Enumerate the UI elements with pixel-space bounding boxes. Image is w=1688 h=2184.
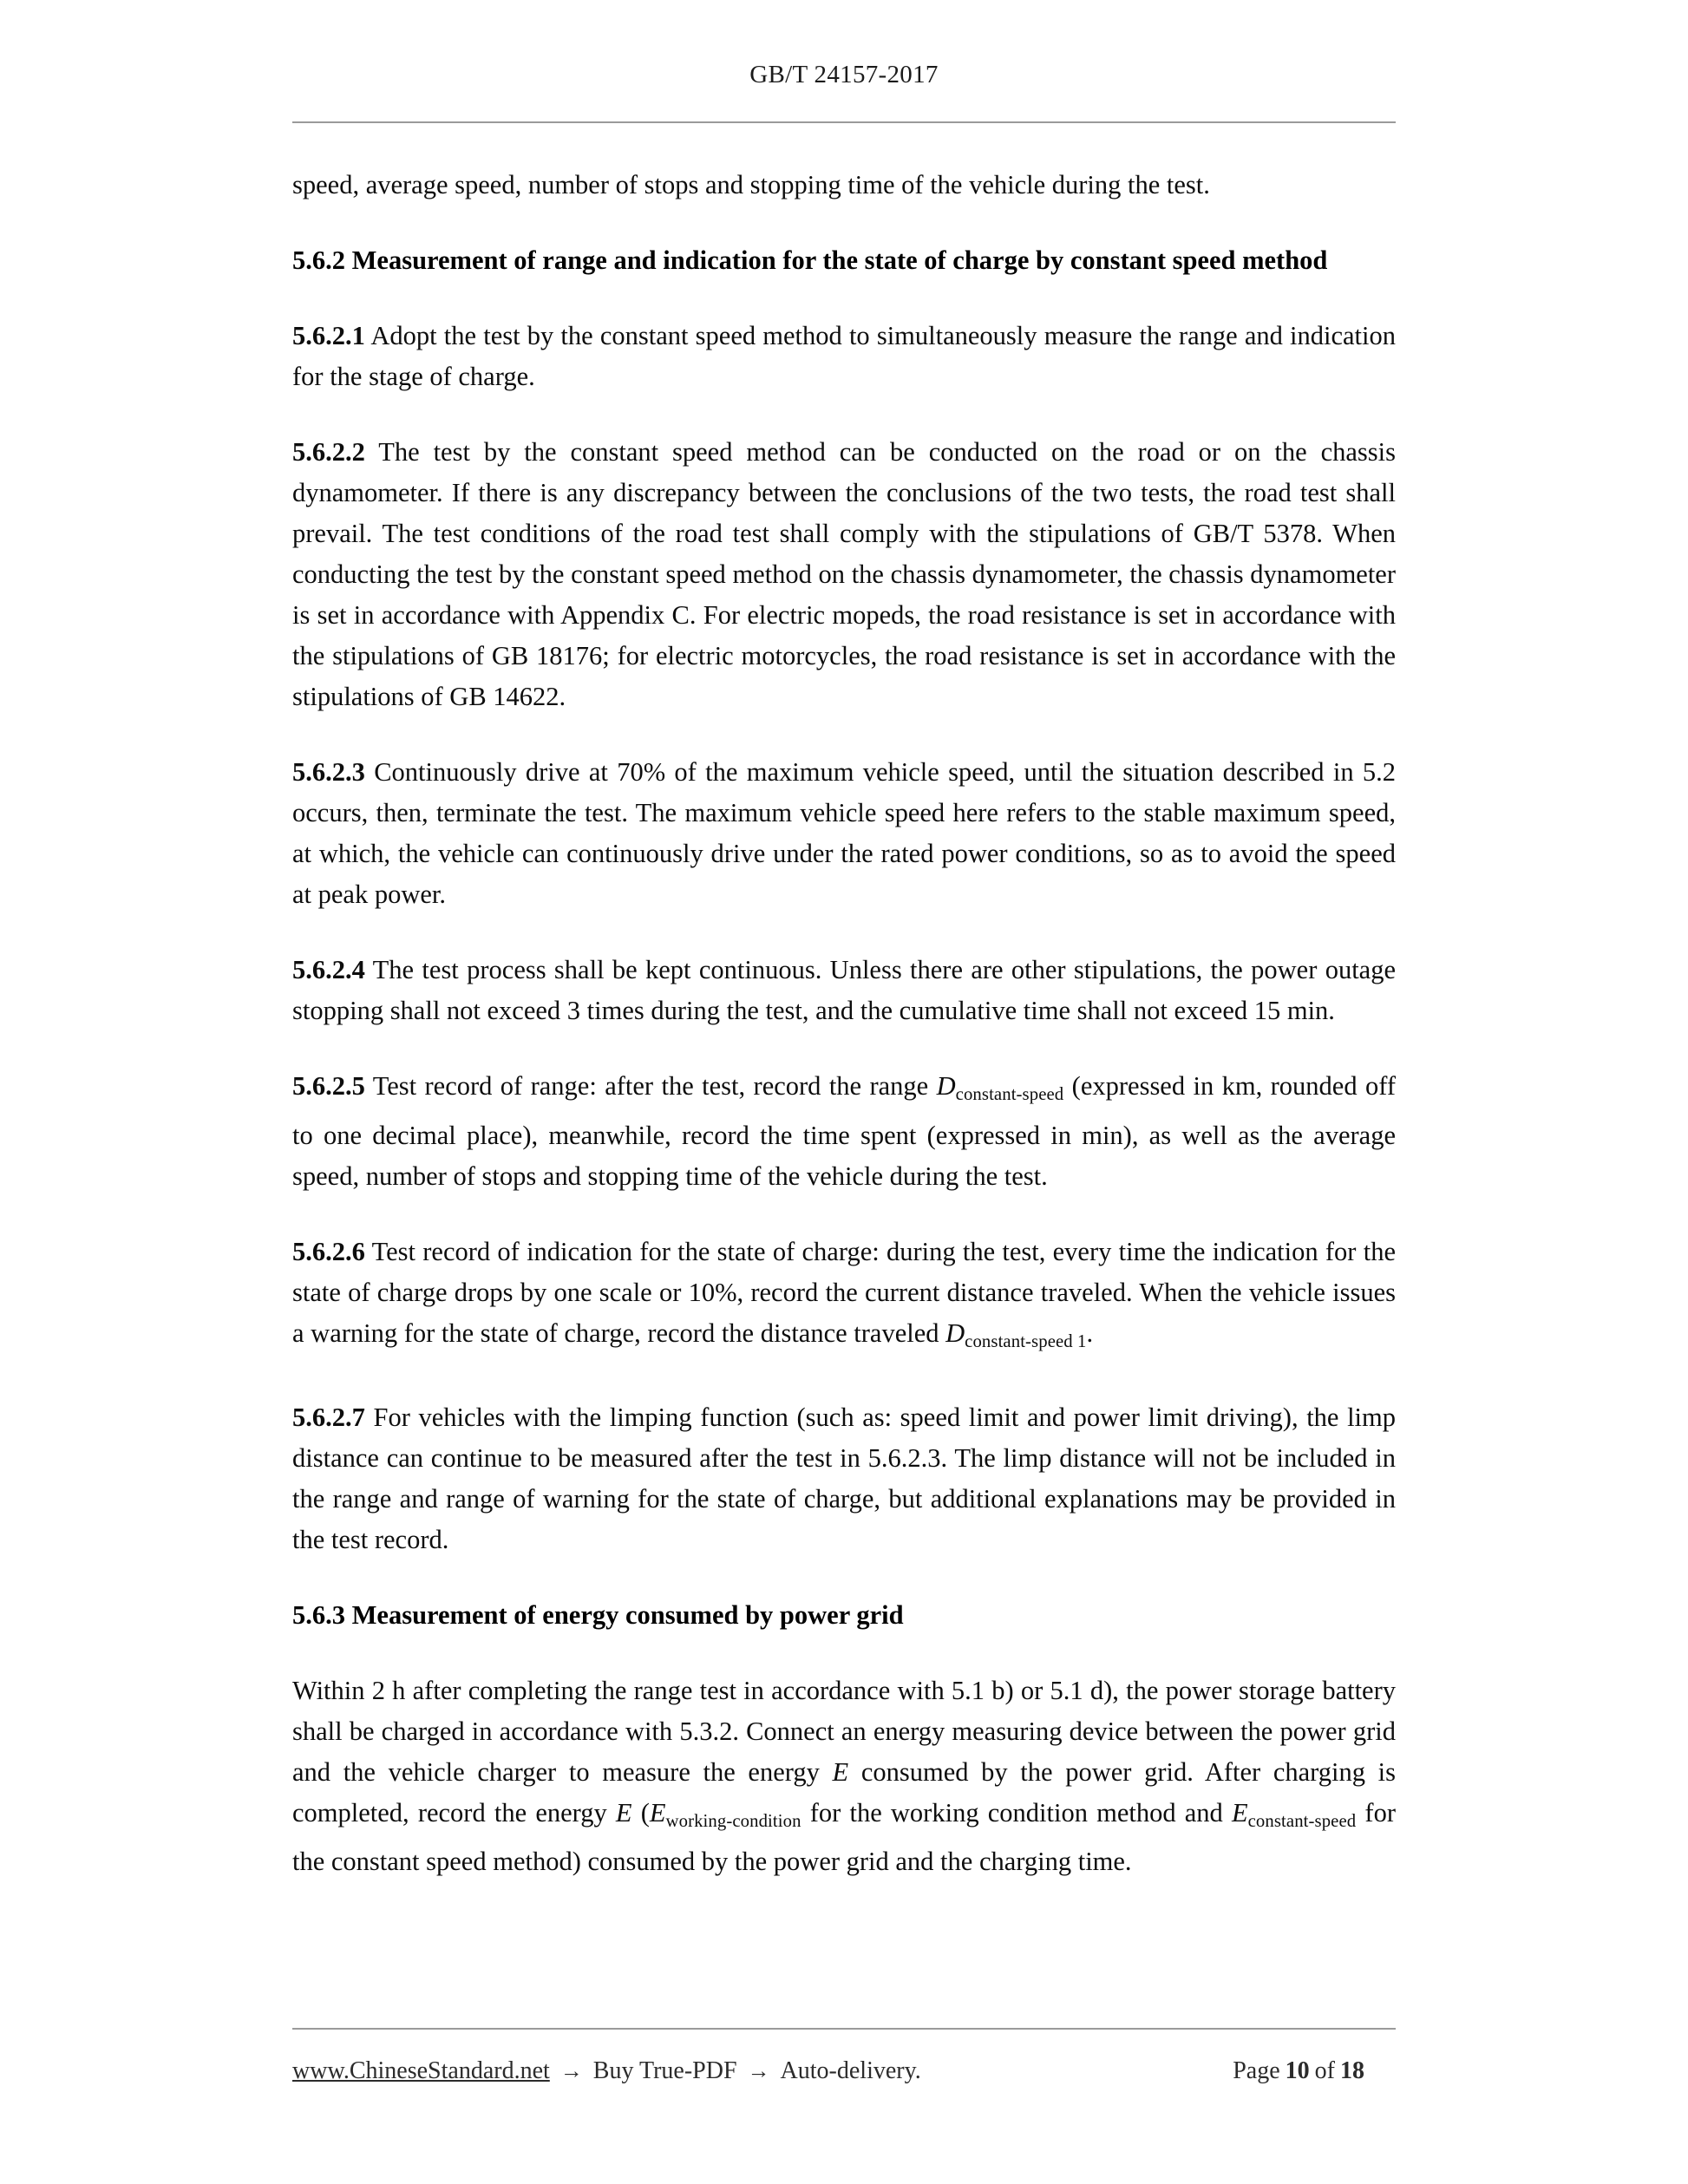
standard-number: GB/T 24157-2017 (749, 61, 939, 88)
arrow-right-icon-2: → (747, 2058, 770, 2083)
paragraph-5-6-2-6 (292, 1232, 1396, 1363)
clause-text-5-6-2-1: Adopt the test by the constant speed method to simultaneously measure the range and indication for the stage of charge. (292, 321, 1396, 391)
of-label: of (1314, 2057, 1335, 2084)
variable-e-1: E (832, 1756, 849, 1787)
clause-text-5-6-2-4: The test process shall be kept continuous. Unless there are other stipulations, the power outage stopping shall not exceed 3 times during the test, and the cumulative time shall not exceed 15 min. (292, 955, 1396, 1025)
variable-e-constant-speed-subscript: constant-speed (1247, 1811, 1357, 1831)
clause-text-5-6-2-6-part1: Test record of indication for the state of charge: during the test, every time the indication for the state of charge drops by one scale or 10%, record the current distance traveled. When the vehicle issues a warning for the state of charge, record the distance traveled (292, 1236, 1396, 1348)
heading-5-6-3-label: Measurement of energy consumed by power grid (351, 1599, 904, 1630)
intro-paragraph: speed, average speed, number of stops and stopping time of the vehicle during the test. (292, 170, 1210, 199)
paragraph-5-6-2-5 (292, 1066, 1396, 1197)
paragraph-5-6-3-body (292, 1671, 1396, 1883)
arrow-right-icon: → (559, 2058, 583, 2083)
variable-d-constant-speed-1: D (945, 1318, 965, 1348)
page-total: 18 (1340, 2057, 1364, 2084)
clause-text-5-6-3-part3: ( (631, 1797, 650, 1828)
paragraph-5-6-2-7 (292, 1397, 1396, 1560)
clause-number-5-6-2-1: 5.6.2.1 (292, 321, 365, 350)
page-number: 10 (1285, 2057, 1310, 2084)
auto-delivery-label: Auto-delivery. (780, 2057, 921, 2084)
variable-d-constant-speed-1-subscript: constant-speed 1 (965, 1331, 1087, 1351)
variable-d-constant-speed: D (936, 1071, 956, 1101)
clause-text-5-6-2-6-part2: . (1086, 1318, 1094, 1348)
page-indicator (1233, 2057, 1396, 2085)
clause-number-5-6-2-4: 5.6.2.4 (292, 955, 365, 984)
heading-5-6-2-number: 5.6.2 (292, 245, 345, 275)
clause-text-5-6-2-5-part2: (expressed in km, rounded off to one decimal place), meanwhile, record the time spent (expressed in min), as well as the average speed, number of stops and stopping time of the vehicle during the test. (292, 1071, 1396, 1191)
page-label: Page (1233, 2057, 1280, 2084)
paragraph-5-6-2-2 (292, 432, 1396, 717)
clause-text-5-6-3-part5: for the constant speed method) consumed by the power grid and the charging time. (292, 1797, 1396, 1877)
clause-text-5-6-2-7: For vehicles with the limping function (such as: speed limit and power limit driving), the limp distance can continue to be measured after the test in 5.6.2.3. The limp distance will not be included in the range and range of warning for the state of charge, but additional explanations may be provided in the test record. (292, 1402, 1397, 1554)
variable-d-constant-speed-subscript: constant-speed (955, 1084, 1064, 1104)
buy-true-pdf-label: Buy True-PDF (592, 2057, 737, 2084)
footer-promo (292, 2057, 921, 2085)
clause-text-5-6-2-3: Continuously drive at 70% of the maximum vehicle speed, until the situation described in 5.2 occurs, then, terminate the test. The maximum vehicle speed here refers to the stable maximum speed, at which, the vehicle can continuously drive under the rated power conditions, so as to avoid the speed at peak power. (292, 757, 1397, 909)
clause-number-5-6-2-3: 5.6.2.3 (292, 757, 365, 787)
heading-5-6-3-number: 5.6.3 (292, 1599, 345, 1630)
header-divider (292, 121, 1396, 123)
chinese-standard-link[interactable]: www.ChineseStandard.net (292, 2057, 550, 2084)
variable-e-constant-speed: E (1231, 1797, 1248, 1828)
clause-text-5-6-3-part4: for the working condition method and (801, 1797, 1232, 1828)
variable-e-working-condition-subscript: working-condition (665, 1811, 801, 1831)
clause-number-5-6-2-2: 5.6.2.2 (292, 437, 365, 467)
document-content (292, 165, 1396, 1882)
paragraph-5-6-2-4 (292, 950, 1396, 1031)
page-header (292, 61, 1396, 89)
clause-number-5-6-2-5: 5.6.2.5 (292, 1071, 365, 1101)
heading-5-6-2-label: Measurement of range and indication for the state of charge by constant speed method (351, 245, 1328, 275)
clause-number-5-6-2-6: 5.6.2.6 (292, 1236, 365, 1266)
page-footer (292, 2057, 1396, 2085)
paragraph-5-6-2-3 (292, 752, 1396, 915)
clause-text-5-6-3-part2: consumed by the power grid. After charging is completed, record the energy (292, 1756, 1397, 1828)
clause-text-5-6-2-5-part1: Test record of range: after the test, record the range (372, 1071, 937, 1101)
paragraph-5-6-2-1 (292, 316, 1396, 397)
variable-e-working-condition: E (649, 1797, 666, 1828)
clause-text-5-6-3-part1: Within 2 h after completing the range test in accordance with 5.1 b) or 5.1 d), the power storage battery shall be charged in accordance with 5.3.2. Connect an energy measuring device between the power grid and the vehicle charger to measure the energy (292, 1675, 1396, 1787)
clause-text-5-6-2-2: The test by the constant speed method can be conducted on the road or on the chassis dynamometer. If there is any discrepancy between the conclusions of the two tests, the road test shall prevail. The test conditions of the road test shall comply with the stipulations of GB/T 5378. When conducting the test by the constant speed method on the chassis dynamometer, the chassis dynamometer is set in accordance with Appendix C. For electric mopeds, the road resistance is set in accordance with the stipulations of GB 18176; for electric motorcycles, the road resistance is set in accordance with the stipulations of GB 14622. (292, 437, 1396, 711)
footer-divider (292, 2028, 1396, 2030)
heading-5-6-2 (292, 240, 1396, 281)
variable-e-2: E (615, 1797, 632, 1828)
heading-5-6-3 (292, 1595, 1396, 1636)
clause-number-5-6-2-7: 5.6.2.7 (292, 1402, 365, 1432)
